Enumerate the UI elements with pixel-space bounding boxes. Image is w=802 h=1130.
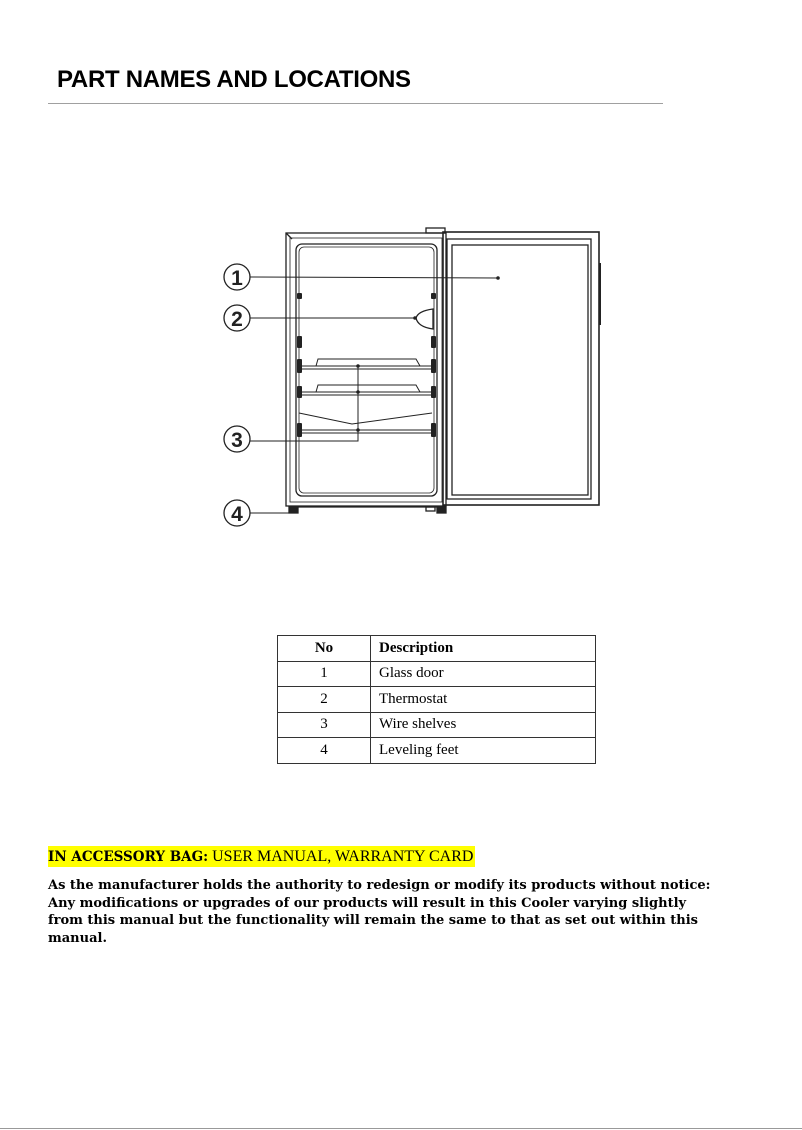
thermostat xyxy=(416,309,433,329)
notice-line: manual. xyxy=(48,930,107,946)
leveling-feet xyxy=(289,507,446,513)
glass-door xyxy=(443,232,600,505)
callout-3-label: 3 xyxy=(231,429,243,452)
callout-2-label: 2 xyxy=(231,308,243,331)
callout-1 xyxy=(224,264,250,290)
callout-2 xyxy=(224,305,250,331)
table-row xyxy=(278,712,596,738)
header-description: Description xyxy=(371,636,596,662)
callout-3 xyxy=(224,426,250,452)
page-title: PART NAMES AND LOCATIONS xyxy=(57,66,411,93)
accessory-bag-line xyxy=(48,846,475,867)
accessory-label: IN ACCESSORY BAG: xyxy=(48,849,209,865)
cell-no: 3 xyxy=(278,712,371,738)
cabinet xyxy=(286,228,446,506)
table-row xyxy=(278,687,596,713)
callout-4 xyxy=(224,500,250,526)
cell-description: Thermostat xyxy=(371,687,596,713)
cell-no: 4 xyxy=(278,738,371,764)
notice-line: Any modifications or upgrades of our products will result in this Cooler varying slightly xyxy=(48,895,687,911)
cooler-diagram xyxy=(0,0,802,560)
header-no: No xyxy=(278,636,371,662)
table-row xyxy=(278,661,596,687)
page-bottom-edge xyxy=(0,1128,802,1129)
callout-1-label: 1 xyxy=(231,267,243,290)
notice-paragraph xyxy=(48,877,710,947)
callout-4-label: 4 xyxy=(231,503,243,526)
cell-no: 2 xyxy=(278,687,371,713)
parts-table xyxy=(277,635,596,764)
notice-line: As the manufacturer holds the authority to redesign or modify its products without notice: xyxy=(48,878,711,893)
accessory-items: USER MANUAL, WARRANTY CARD xyxy=(208,848,474,865)
table-row xyxy=(278,738,596,764)
wire-shelves xyxy=(297,293,436,437)
cell-description: Glass door xyxy=(371,661,596,687)
cell-no: 1 xyxy=(278,661,371,687)
table-header-row xyxy=(278,636,596,662)
cell-description: Wire shelves xyxy=(371,712,596,738)
notice-line: from this manual but the functionality will remain the same to that as set out within this xyxy=(48,913,698,928)
cell-description: Leveling feet xyxy=(371,738,596,764)
